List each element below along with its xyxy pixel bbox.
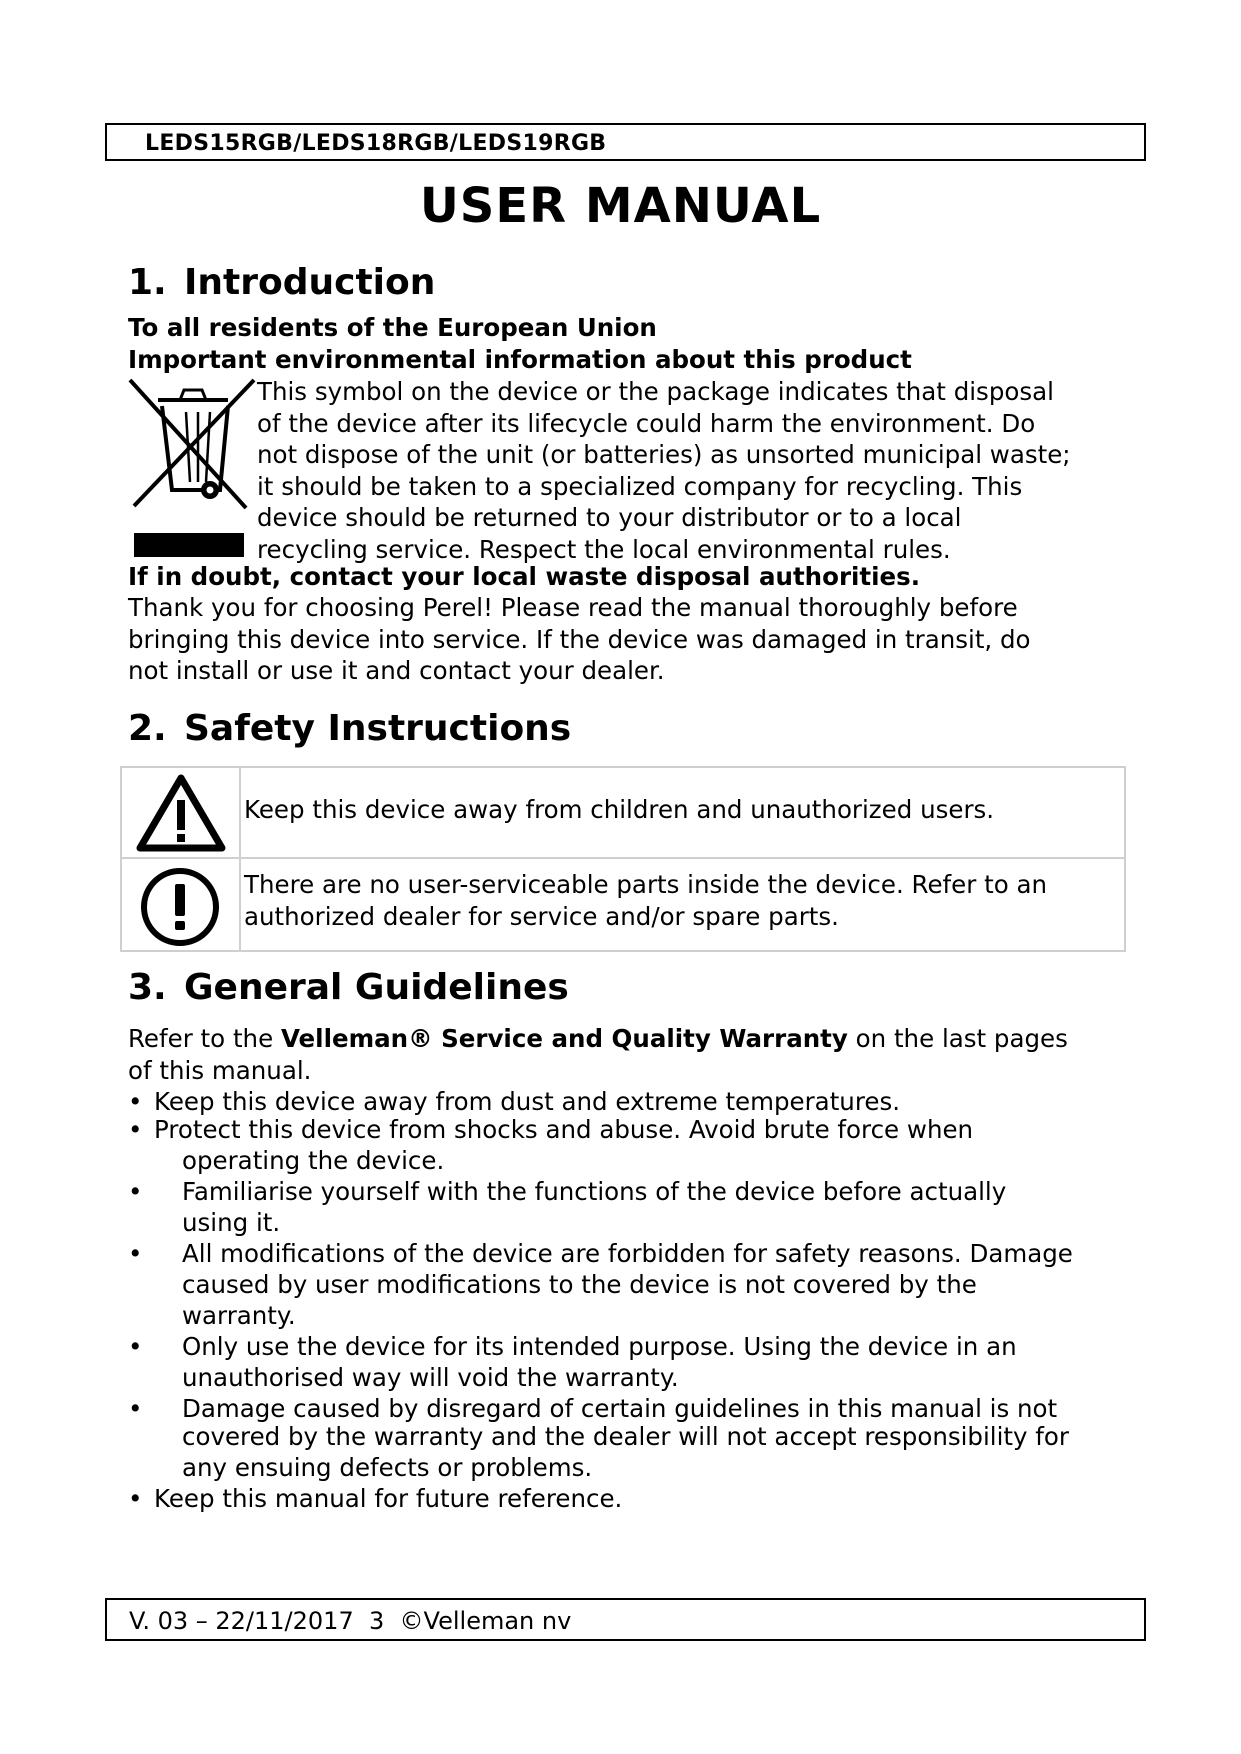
text-line: There are no user-serviceable parts inside the device. Refer to an xyxy=(244,870,1048,899)
eu-residents-line: To all residents of the European Union xyxy=(128,313,657,342)
text-line: of the device after its lifecycle could harm the environment. Do xyxy=(257,408,1036,438)
text-line: Keep this device away from dust and extreme temperatures. xyxy=(154,1087,900,1116)
copyright: ©Velleman nv xyxy=(399,1607,572,1635)
environmental-info-line: Important environmental information about this product xyxy=(128,345,912,374)
bullet-marker: • xyxy=(128,1484,143,1513)
text-line: not dispose of the unit (or batteries) as unsorted municipal waste; xyxy=(257,440,1071,469)
exclamation-circle-icon xyxy=(138,866,222,948)
bullet-marker: • xyxy=(128,1239,143,1268)
text-line: it should be taken to a specialized company for recycling. This xyxy=(257,471,1023,501)
text-line: device should be returned to your distributor or to a local xyxy=(257,503,962,532)
text-line: Protect this device from shocks and abuse. Avoid brute force when xyxy=(154,1115,974,1144)
footer-text xyxy=(129,1607,571,1635)
text-line: Thank you for choosing Perel! Please read the manual thoroughly before xyxy=(128,593,1018,622)
text-line: Keep this device away from children and unauthorized users. xyxy=(244,795,995,824)
bullet-marker: • xyxy=(128,1394,143,1423)
text-line: Only use the device for its intended purpose. Using the device in an xyxy=(182,1332,1017,1361)
safety-table xyxy=(120,766,1126,952)
guidelines-intro xyxy=(128,1023,1068,1086)
weee-paragraph xyxy=(257,376,1071,565)
safety-row-children xyxy=(244,794,994,826)
intro-text: Refer to the xyxy=(128,1024,281,1053)
model-codes: LEDS15RGB/LEDS18RGB/LEDS19RGB xyxy=(145,131,607,156)
header-box xyxy=(105,123,1146,161)
text-line: All modifications of the device are forbidden for safety reasons. Damage xyxy=(182,1239,1073,1268)
warning-triangle-icon xyxy=(134,772,228,854)
text-line xyxy=(128,1023,1068,1055)
warranty-reference: Velleman® Service and Quality Warranty xyxy=(280,1024,848,1053)
text-line: of this manual. xyxy=(128,1055,312,1085)
safety-row-service xyxy=(244,869,1047,932)
doubt-line: If in doubt, contact your local waste disposal authorities. xyxy=(128,562,921,591)
bullet-marker: • xyxy=(128,1177,143,1206)
text-line: not install or use it and contact your dealer. xyxy=(128,656,665,685)
section-number: 2. xyxy=(128,708,167,749)
section-title: Safety Instructions xyxy=(184,708,572,749)
bullet-marker: • xyxy=(128,1115,143,1144)
table-divider xyxy=(239,768,241,950)
text-line: bringing this device into service. If the device was damaged in transit, do xyxy=(128,624,1031,654)
text-line: warranty. xyxy=(182,1301,296,1330)
section-introduction-heading xyxy=(128,262,435,303)
text-line: Damage caused by disregard of certain guidelines in this manual is not xyxy=(182,1394,1058,1423)
text-line: This symbol on the device or the package indicates that disposal xyxy=(257,377,1054,406)
text-line: Familiarise yourself with the functions of the device before actually xyxy=(182,1177,1007,1206)
text-line: Keep this manual for future reference. xyxy=(154,1484,623,1513)
section-title: General Guidelines xyxy=(184,967,569,1008)
text-line: recycling service. Respect the local environmental rules. xyxy=(257,534,951,564)
section-number: 1. xyxy=(128,262,167,303)
thanks-paragraph xyxy=(128,592,1031,687)
document-title: USER MANUAL xyxy=(419,178,822,234)
footer-box xyxy=(105,1598,1146,1641)
bullet-marker: • xyxy=(128,1332,143,1361)
text-line: unauthorised way will void the warranty. xyxy=(182,1363,679,1392)
version-date: V. 03 – 22/11/2017 xyxy=(129,1607,354,1635)
page-number: 3 xyxy=(368,1607,385,1635)
section-safety-heading xyxy=(128,708,571,749)
weee-crossed-bin-icon xyxy=(128,378,258,562)
text-line: using it. xyxy=(182,1208,281,1237)
text-line: any ensuing defects or problems. xyxy=(182,1453,593,1482)
text-line: operating the device. xyxy=(182,1146,445,1175)
text-line: authorized dealer for service and/or spare parts. xyxy=(244,901,839,931)
section-title: Introduction xyxy=(184,262,436,303)
text-line: caused by user modifications to the device is not covered by the xyxy=(182,1270,977,1299)
table-divider xyxy=(122,857,1124,859)
text-line: covered by the warranty and the dealer will not accept responsibility for xyxy=(182,1422,1069,1451)
intro-text: on the last pages xyxy=(847,1024,1068,1053)
section-guidelines-heading xyxy=(128,967,569,1008)
section-number: 3. xyxy=(128,967,167,1008)
bullet-marker: • xyxy=(128,1087,143,1116)
